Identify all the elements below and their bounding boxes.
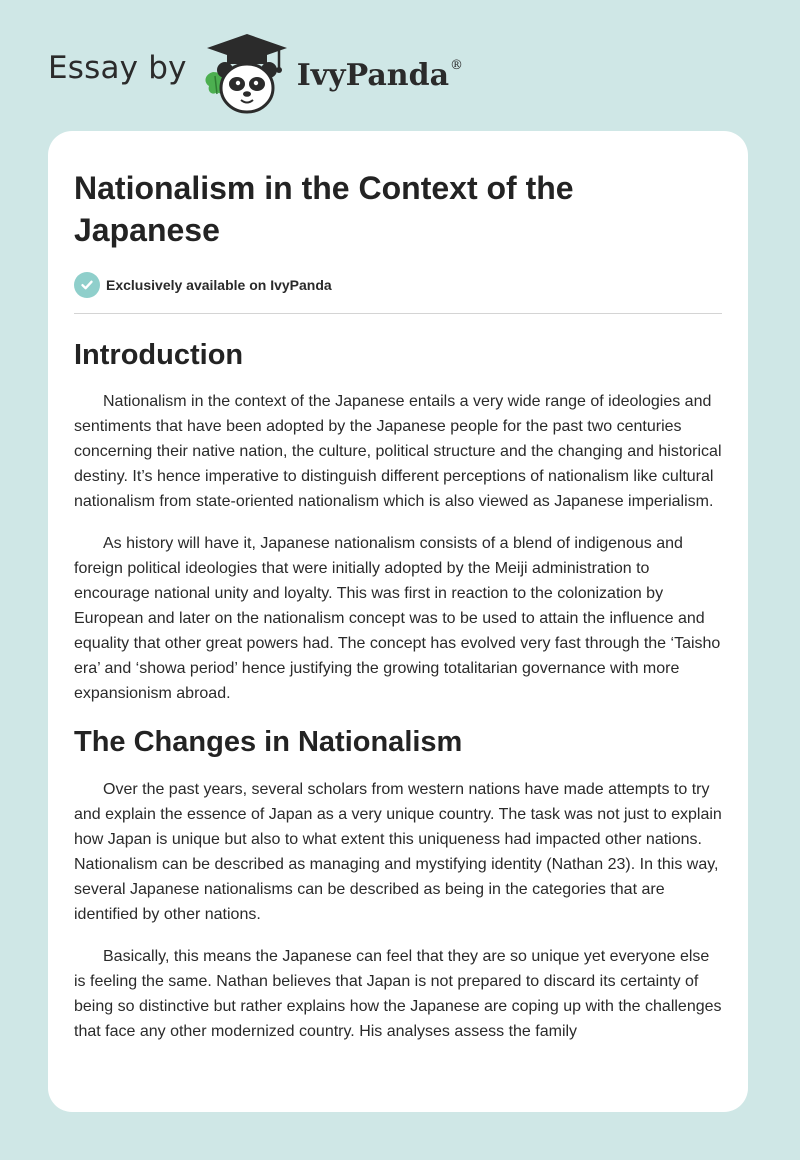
section-heading-introduction: Introduction [74, 339, 244, 371]
paragraph: Basically, this means the Japanese can feel that they are so unique yet everyone else is feeling the same. Nathan believes that Japan is not prepared to discard its certainty of being so distinctive but rather explains how the Japanese are coping up with the challenges that face any other modernized country. His analyses assess the family [74, 948, 722, 1040]
section-heading-changes-in-nationalism: The Changes in Nationalism [74, 726, 463, 758]
paragraph: As history will have it, Japanese nationalism consists of a blend of indigenous and foreign political ideologies that were initially adopted by the Meiji administration to encourage national unity and loyalty. This was first in reaction to the colonization by European and later on the nationalism concept was to be used to attain the influence and equality that other great powers had. The concept has evolved very fast through the ‘Taisho era’ and ‘showa period’ hence justifying the growing totalitarian governance with more expansionism abroad. [74, 535, 721, 702]
essay-card [48, 131, 748, 1112]
brand-name[interactable] [297, 58, 463, 93]
exclusive-label: Exclusively available on IvyPanda [106, 277, 332, 293]
site-header [48, 28, 463, 118]
check-icon [74, 272, 100, 298]
exclusive-badge [74, 271, 722, 299]
panda-logo-icon[interactable] [199, 28, 295, 118]
paragraph: Over the past years, several scholars from western nations have made attempts to try and explain the essence of Japan as a very unique country. The task was not just to explain how Japan is unique but also to what extent this uniqueness had impacted other nations. Nationalism can be described as managing and mystifying identity (Nathan 23). In this way, several Japanese nationalisms can be described as being in the categories that are identified by other nations. [74, 781, 722, 923]
brand-label: IvyPanda [296, 57, 450, 93]
registered-mark: ® [450, 57, 464, 73]
essay-title: Nationalism in the Context of the Japanese [74, 170, 574, 248]
essay-by-label: Essay by [48, 50, 187, 86]
divider [74, 313, 722, 314]
paragraph: Nationalism in the context of the Japanese entails a very wide range of ideologies and sentiments that have been adopted by the Japanese people for the past two centuries concerning their native nation, the culture, political structure and the changing and historical destiny. It’s hence imperative to distinguish different perceptions of nationalism like cultural nationalism from state-oriented nationalism which is also viewed as Japanese imperialism. [74, 393, 722, 510]
